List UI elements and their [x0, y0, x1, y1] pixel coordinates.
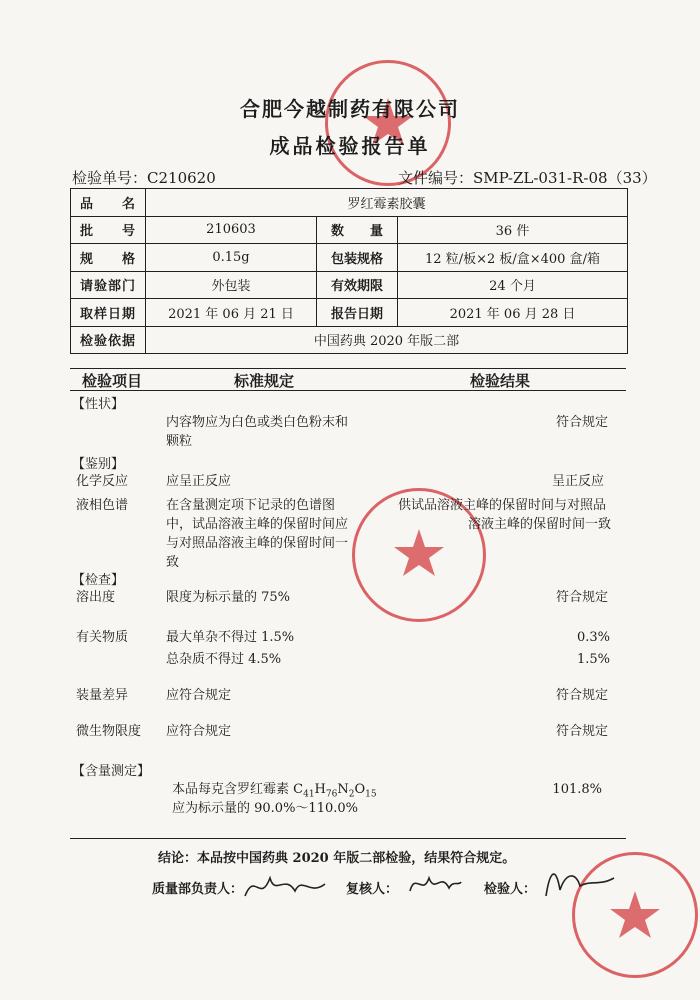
related-result-1: 0.3% [576, 630, 610, 645]
related-result-2: 1.5% [576, 652, 610, 667]
document-title: 成品检验报告单 [269, 134, 431, 158]
file-number: 文件编号：SMP-ZL-031-R-08（33） [398, 169, 657, 187]
hplc-item: 液相色谱 [76, 498, 129, 513]
dissolution-standard: 限度为标示量的 75% [166, 590, 291, 605]
department-value: 外包装 [146, 271, 317, 299]
divider-top [70, 368, 626, 369]
microbial-standard: 应符合规定 [166, 724, 232, 739]
hplc-standard-2: 中，试品溶液主峰的保留时间应 [166, 517, 349, 532]
traits-result: 符合规定 [555, 415, 608, 430]
inspector-signature-label: 检验人： [484, 882, 537, 897]
basis-value: 中国药典 2020 年版二部 [146, 326, 628, 354]
report-date-label: 报告日期 [317, 299, 398, 327]
related-standard-2: 总杂质不得过 4.5% [166, 652, 282, 667]
divider-columns [70, 390, 626, 391]
packing-label: 包装规格 [317, 244, 398, 272]
validity-value: 24 个月 [398, 271, 628, 299]
sampling-date-label: 取样日期 [71, 299, 146, 327]
batch-label: 批 号 [71, 216, 146, 244]
section-check: 【检查】 [72, 573, 125, 588]
microbial-result: 符合规定 [555, 724, 608, 739]
loading-variation-standard: 应符合规定 [166, 688, 232, 703]
hplc-standard-1: 在含量测定项下记录的色谱图 [166, 498, 336, 513]
column-result: 检验结果 [470, 372, 531, 390]
spec-label: 规 格 [71, 244, 146, 272]
inspector-signature [540, 860, 620, 900]
microbial-item: 微生物限度 [76, 724, 142, 739]
validity-label: 有效期限 [317, 271, 398, 299]
traits-standard-2: 颗粒 [166, 434, 193, 449]
report-number: 检验单号：C210620 [72, 169, 216, 187]
company-name: 合肥今越制药有限公司 [240, 97, 460, 121]
product-label: 品 名 [71, 189, 146, 217]
divider-bottom [70, 838, 626, 839]
qa-signature-label: 质量部负责人： [152, 882, 244, 897]
related-standard-1: 最大单杂不得过 1.5% [166, 630, 295, 645]
product-value: 罗红霉素胶囊 [146, 189, 628, 217]
column-standard: 标准规定 [234, 372, 295, 390]
report-date-value: 2021 年 06 月 28 日 [398, 299, 628, 327]
related-substances-item: 有关物质 [76, 630, 129, 645]
department-label: 请验部门 [71, 271, 146, 299]
loading-variation-result: 符合规定 [555, 688, 608, 703]
section-traits: 【性状】 [72, 397, 125, 412]
basis-label: 检验依据 [71, 326, 146, 354]
reviewer-signature [405, 866, 465, 902]
header-table [70, 188, 628, 354]
spec-value: 0.15g [146, 244, 317, 272]
hplc-standard-3: 与对照品溶液主峰的保留时间一 [166, 536, 349, 551]
reviewer-signature-label: 复核人： [346, 882, 399, 897]
quantity-label: 数 量 [317, 216, 398, 244]
chem-result: 呈正反应 [551, 474, 604, 489]
sampling-date-value: 2021 年 06 月 21 日 [146, 299, 317, 327]
chem-standard: 应呈正反应 [166, 474, 232, 489]
hplc-result-2: 溶液主峰的保留时间一致 [468, 517, 612, 532]
hplc-standard-4: 致 [166, 555, 180, 570]
packing-value: 12 粒/板×2 板/盒×400 盒/箱 [398, 244, 628, 272]
batch-value: 210603 [146, 216, 317, 244]
conclusion: 结论：本品按中国药典 2020 年版二部检验，结果符合规定。 [158, 851, 516, 866]
traits-standard-1: 内容物应为白色或类白色粉末和 [166, 415, 349, 430]
hplc-result-1: 供试品溶液主峰的保留时间与对照品 [398, 498, 607, 513]
assay-standard-1: 本品每克含罗红霉素 $C_{41}H_{76}N_2O_{15}$ [172, 782, 377, 800]
dissolution-result: 符合规定 [555, 590, 608, 605]
section-content: 【含量测定】 [72, 764, 151, 779]
section-identification: 【鉴别】 [72, 457, 125, 472]
quantity-value: 36 件 [398, 216, 628, 244]
qa-signature [240, 866, 330, 906]
column-item: 检验项目 [82, 372, 143, 390]
assay-standard-2: 应为标示量的 90.0%～110.0% [172, 801, 358, 816]
assay-result: 101.8% [552, 782, 602, 797]
loading-variation-item: 装量差异 [76, 688, 129, 703]
dissolution-item: 溶出度 [76, 590, 116, 605]
chem-item: 化学反应 [76, 474, 129, 489]
